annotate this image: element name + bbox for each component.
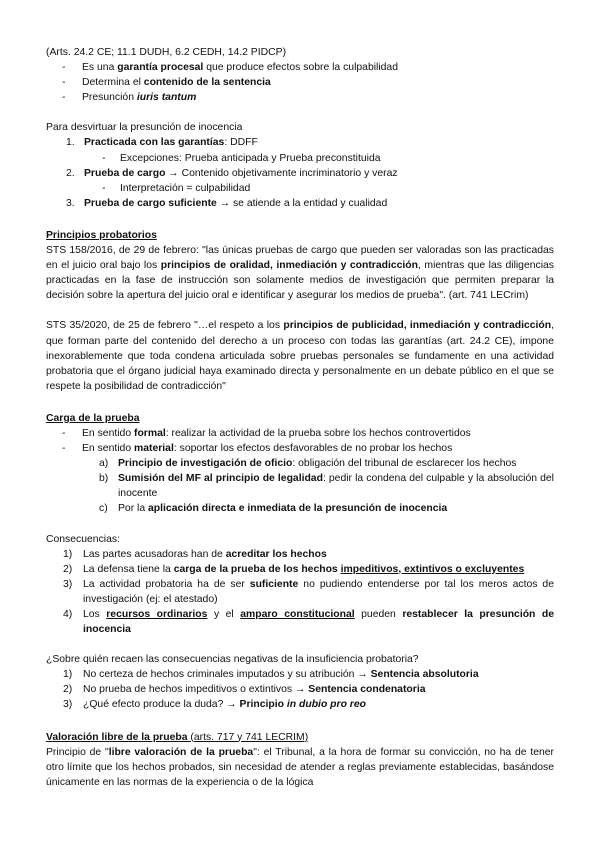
section-lead: ¿Sobre quién recaen las consecuencias negativas de la insuficiencia probatoria? — [46, 654, 419, 666]
list-item: - Es una garantía procesal que produce efectos sobre la culpabilidad — [46, 60, 554, 75]
dash-bullet: - — [102, 182, 106, 194]
list-item: - En sentido material: soportar los efectos desfavorables de no probar los hechos — [46, 441, 554, 456]
dash-bullet: - — [102, 152, 106, 164]
dash-bullet: - — [62, 443, 66, 455]
numbered-item: 3) ¿Qué efecto produce la duda? → Principio in dubio pro reo — [63, 699, 366, 711]
section-lead: Para desvirtuar la presunción de inocencia — [46, 122, 243, 134]
sub-item: - Interpretación = culpabilidad — [46, 181, 554, 196]
legal-references: (Arts. 24.2 CE; 11.1 DUDH, 6.2 CEDH, 14.2 PIDCP) — [46, 47, 287, 58]
sub-item: - Excepciones: Prueba anticipada y Prueba preconstituida — [46, 151, 554, 166]
numbered-item: 1. Practicada con las garantías: DDFF — [66, 137, 258, 149]
lettered-item: b) Sumisión del MF al principio de legalidad: pedir la condena del culpable y la absolución del inocente — [99, 473, 554, 500]
section-lead: Consecuencias: — [46, 533, 120, 545]
list-item: - Presunción iuris tantum — [46, 90, 554, 105]
dash-bullet: - — [62, 92, 66, 104]
numbered-item: 1) No certeza de hechos criminales imputados y su atribución → Sentencia absolutoria — [63, 669, 479, 681]
section-heading-valoracion: Valoración libre de la prueba (arts. 717 y 741 LECRIM) — [46, 731, 309, 743]
section-heading-principios: Principios probatorios — [46, 229, 157, 241]
dash-bullet: - — [62, 62, 66, 74]
numbered-item: 2) No prueba de hechos impeditivos o extintivos → Sentencia condenatoria — [63, 684, 426, 696]
numbered-item: 3) La actividad probatoria ha de ser suficiente no pudiendo entenderse por tal los meros actos de investigación (ej: el atestado) — [63, 578, 554, 605]
dash-bullet: - — [62, 77, 66, 89]
numbered-item: 4) Los recursos ordinarios y el amparo constitucional pueden restablecer la presunción de inocencia — [63, 609, 555, 636]
numbered-item: 2) La defensa tiene la carga de la prueba de los hechos impeditivos, extintivos o excluyentes — [63, 563, 525, 575]
document-page — [46, 45, 554, 790]
list-item: - Determina el contenido de la sentencia — [46, 75, 554, 90]
lettered-item: c) Por la aplicación directa e inmediata de la presunción de inocencia — [99, 503, 448, 515]
list-item: - En sentido formal: realizar la actividad de la prueba sobre los hechos controvertidos — [46, 426, 554, 441]
section-heading-carga: Carga de la prueba — [46, 412, 140, 424]
numbered-item: 3. Prueba de cargo suficiente → se atiende a la entidad y cualidad — [66, 197, 388, 209]
valoracion-paragraph: Principio de "libre valoración de la prueba": el Tribunal, a la hora de formar su convicción, no ha de tener otro límite que los hechos probados, sin necesidad de atender a reglas previamente establecidas, basándose únicamente en las normas de la experiencia o de la lógica — [46, 746, 555, 788]
numbered-item: 2. Prueba de cargo → Contenido objetivamente incriminatorio y veraz — [66, 167, 398, 179]
lettered-item: a) Principio de investigación de oficio: obligación del tribunal de esclarecer los hechos — [99, 458, 517, 470]
numbered-item: 1) Las partes acusadoras han de acreditar los hechos — [63, 548, 327, 560]
dash-bullet: - — [62, 427, 66, 439]
sts-quote: STS 35/2020, de 25 de febrero "…el respeto a los principios de publicidad, inmediación y contradicción, que forman parte del contenido del derecho a un proceso con todas las garantías (art. 24.2 CE), impone inexorablemente que toda condena articulada sobre pruebas personales se fundamente en una actividad probatoria que el órgano judicial haya examinado directa y personalmente en un debate público en el que se respete la posibilidad de contradicción" — [46, 320, 554, 392]
sts-quote: STS 158/2016, de 29 de febrero: "las únicas pruebas de cargo que pueden ser valoradas son las practicadas en el juicio oral bajo los principios de oralidad, inmediación y contradicción, mientras que las diligencias practicadas en la fase de instrucción son solamente medios de investigación que permiten preparar la decisión sobre la apertura del juicio oral e identificar y asegurar los medios de prueba". (art. 741 LECrim) — [46, 245, 554, 302]
